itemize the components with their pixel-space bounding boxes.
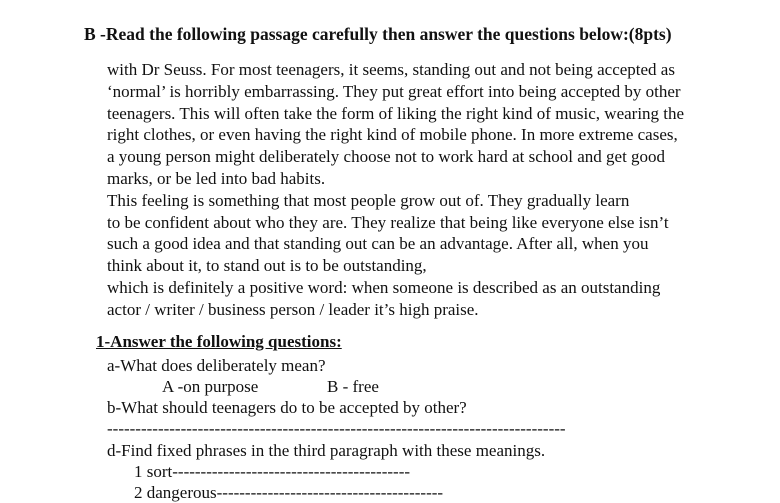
passage-line: ‘normal’ is horribly embarrassing. They put great effort into being accepted by other [107,81,681,101]
passage-line: teenagers. This will often take the form of liking the right kind of music, wearing the [107,103,685,123]
question-a-option-a: A -on purpose [162,377,259,396]
section-title: B -Read the following passage carefully then answer the questions below:(8pts) [84,24,672,44]
reading-passage [107,59,747,321]
passage-line: with Dr Seuss. For most teenagers, it seems, standing out and not being accepted as [107,60,675,79]
question-a: a-What does deliberately mean? [107,356,326,375]
passage-line: actor / writer / business person / leader it’s high praise. [107,299,479,319]
question-d-item-2: 2 dangerous---------------------------------------- [134,483,444,502]
passage-line: such a good idea and that standing out can be an advantage. After all, when you [107,234,649,254]
passage-line: to be confident about who they are. They realize that being like everyone else isn’t [107,212,669,232]
answer-line: --------------------------------------------------------------------------------- [107,419,566,438]
passage-line: This feeling is something that most people grow out of. They gradually learn [107,190,630,210]
question-b: b-What should teenagers do to be accepted by other? [107,398,467,417]
passage-line: think about it, to stand out is to be outstanding, [107,256,427,276]
passage-line: which is definitely a positive word: when someone is described as an outstanding [107,277,661,297]
passage-line: a young person might deliberately choose not to work hard at school and get good [107,147,666,167]
question-d: d-Find fixed phrases in the third paragraph with these meanings. [107,441,546,460]
question-d-item-1: 1 sort------------------------------------------ [134,462,411,481]
passage-line: right clothes, or even having the right kind of mobile phone. In more extreme cases, [107,125,678,145]
questions-heading: 1-Answer the following questions: [96,332,342,351]
question-a-option-b: B - free [327,377,379,396]
passage-line: marks, or be led into bad habits. [107,168,326,188]
